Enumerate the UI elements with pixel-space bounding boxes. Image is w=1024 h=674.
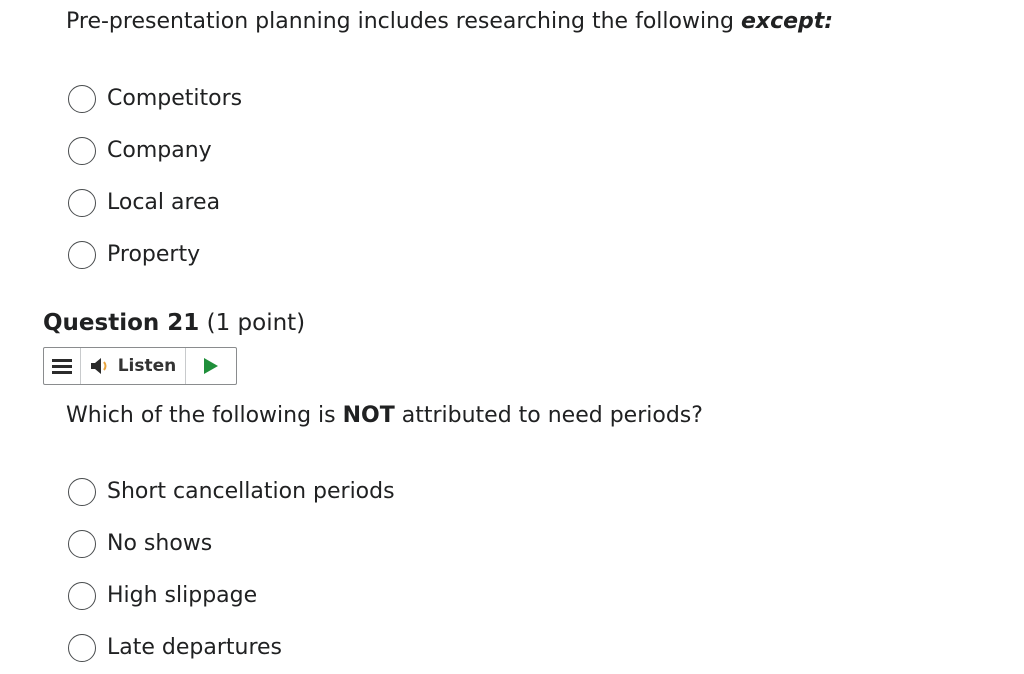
prompt-text-before: Which of the following is bbox=[66, 403, 343, 428]
question-prompt bbox=[66, 8, 833, 36]
prompt-text: Pre-presentation planning includes researching the following bbox=[66, 9, 741, 34]
answer-options bbox=[68, 466, 395, 674]
option-label: Late departures bbox=[107, 635, 283, 660]
menu-icon[interactable] bbox=[44, 348, 81, 384]
option-label: No shows bbox=[107, 531, 213, 556]
answer-option[interactable] bbox=[68, 518, 395, 570]
listen-button[interactable] bbox=[81, 348, 186, 384]
option-label: Company bbox=[107, 138, 212, 163]
listen-label: Listen bbox=[117, 356, 177, 376]
option-label: Property bbox=[107, 242, 201, 267]
question-title: Question 21 bbox=[43, 310, 200, 336]
answer-option[interactable] bbox=[68, 570, 395, 622]
radio-icon[interactable] bbox=[68, 634, 96, 662]
answer-option[interactable] bbox=[68, 177, 242, 229]
answer-option[interactable] bbox=[68, 622, 395, 674]
radio-icon[interactable] bbox=[68, 478, 96, 506]
option-label: Local area bbox=[107, 190, 221, 215]
answer-option[interactable] bbox=[68, 73, 242, 125]
answer-options bbox=[68, 73, 242, 281]
speaker-icon bbox=[90, 357, 112, 375]
radio-icon[interactable] bbox=[68, 189, 96, 217]
question-heading bbox=[43, 308, 305, 338]
answer-option[interactable] bbox=[68, 125, 242, 177]
answer-option[interactable] bbox=[68, 229, 242, 281]
play-button[interactable] bbox=[186, 348, 236, 384]
answer-option[interactable] bbox=[68, 466, 395, 518]
question-prompt bbox=[66, 402, 703, 430]
option-label: Short cancellation periods bbox=[107, 479, 395, 504]
option-label: Competitors bbox=[107, 86, 243, 111]
play-icon bbox=[204, 358, 218, 374]
read-aloud-toolbar bbox=[43, 347, 237, 385]
radio-icon[interactable] bbox=[68, 241, 96, 269]
prompt-emphasis: NOT bbox=[342, 403, 395, 428]
radio-icon[interactable] bbox=[68, 530, 96, 558]
prompt-emphasis: except: bbox=[740, 9, 834, 34]
question-points: (1 point) bbox=[206, 310, 306, 336]
radio-icon[interactable] bbox=[68, 85, 96, 113]
radio-icon[interactable] bbox=[68, 582, 96, 610]
option-label: High slippage bbox=[107, 583, 258, 608]
radio-icon[interactable] bbox=[68, 137, 96, 165]
prompt-text-after: attributed to need periods? bbox=[394, 403, 703, 428]
